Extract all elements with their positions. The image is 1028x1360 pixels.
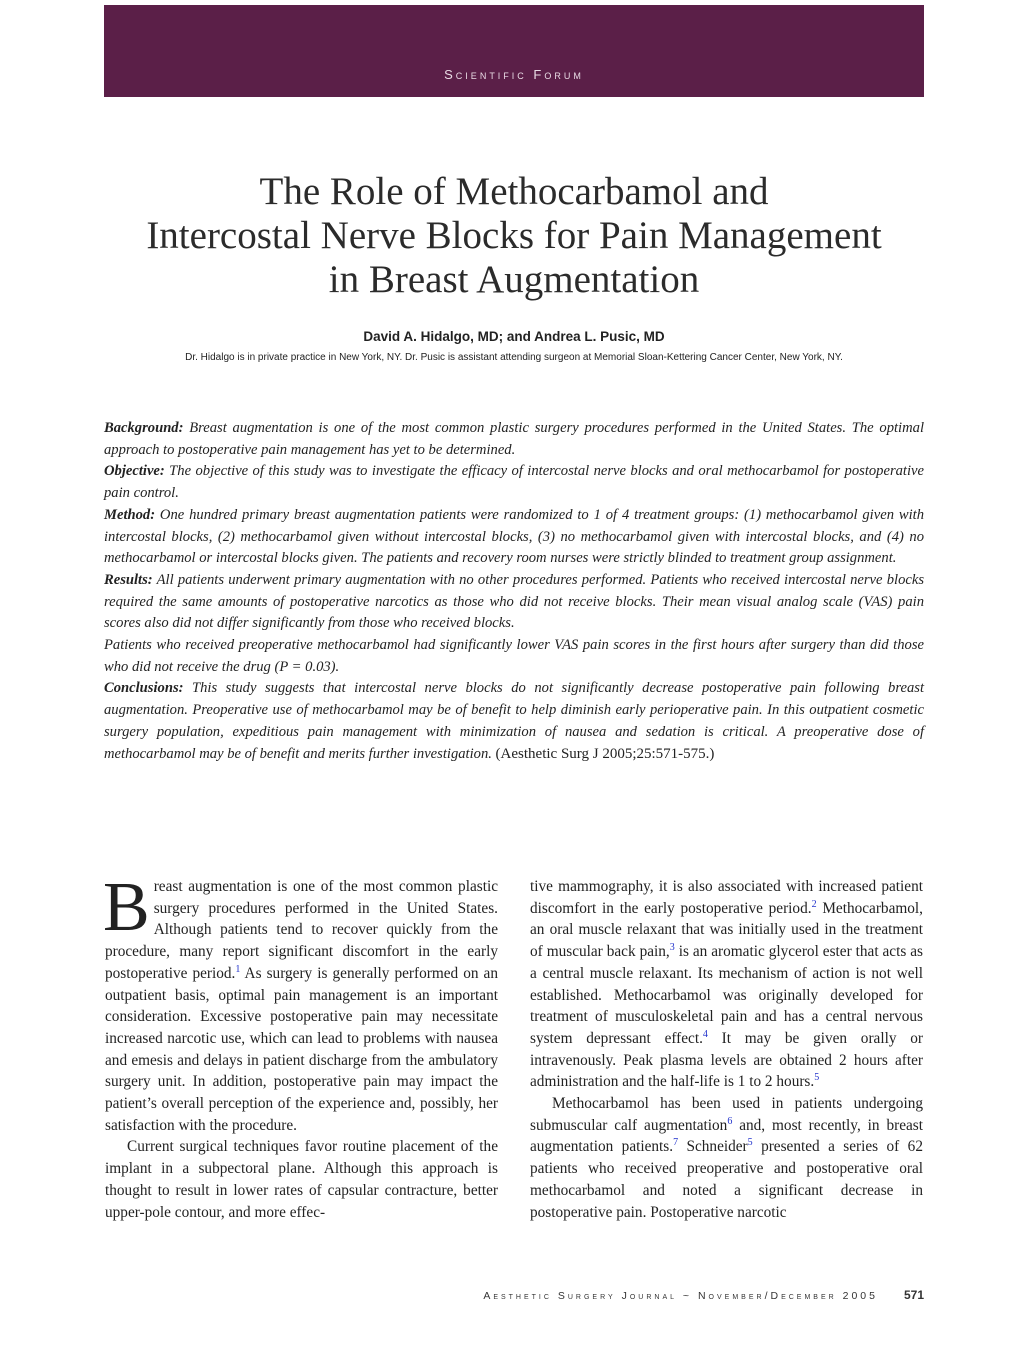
- abstract-background: [104, 418, 924, 461]
- body-paragraph: [103, 869, 498, 1136]
- body-paragraph: Current surgical techniques favor routine placement of the implant in a subpectoral plane. Although this approach is thought to result in lower rates of capsular contracture, better upper-pole contour, and more effec-: [105, 1138, 498, 1221]
- section-label: Scientific Forum: [444, 67, 584, 82]
- reference-link[interactable]: 5: [747, 1137, 753, 1149]
- title-line: in Breast Augmentation: [328, 258, 700, 301]
- reference-link[interactable]: 1: [235, 963, 241, 975]
- reference-link[interactable]: 2: [811, 898, 817, 910]
- abstract-heading: Conclusions:: [104, 680, 184, 697]
- body-text: reast augmentation is one of the most common plastic surgery procedures performed in the United States. Although patients tend to recover quickly from the procedure, many report significant discomfort in the early postoperative period.: [105, 878, 498, 982]
- body-column-left: [103, 869, 498, 1223]
- abstract-heading: Background:: [104, 420, 184, 436]
- drop-cap: B: [103, 869, 150, 946]
- abstract-objective: [104, 461, 924, 504]
- abstract-conclusions: [104, 678, 924, 765]
- abstract-results: [104, 570, 924, 635]
- abstract-text: This study suggests that intercostal nerve blocks do not significantly decrease postoperative pain following breast augmentation. Preoperative use of methocarbamol may be of benefit to help diminish early perioperative pain. In this outpatient cosmetic surgery population, expeditious pain management with minimization of nausea and sedation is critical. A preoperative dose of methocarbamol may be of benefit and merits further investigation.: [104, 680, 924, 762]
- reference-link[interactable]: 6: [727, 1115, 733, 1127]
- reference-link[interactable]: 7: [673, 1137, 679, 1149]
- reference-link[interactable]: 3: [669, 942, 675, 954]
- abstract-text: The objective of this study was to investigate the efficacy of intercostal nerve blocks and oral methocarbamol for postoperative pain control.: [104, 463, 924, 502]
- abstract-results-continued: Patients who received preoperative methocarbamol had significantly lower VAS pain scores in the first hours after surgery than did those who did not receive the drug (P = 0.03).: [104, 637, 924, 675]
- footer-journal: Aesthetic Surgery Journal ~ November/December 2005: [483, 1290, 878, 1302]
- body-text: As surgery is generally performed on an outpatient basis, optimal pain management is an important consideration. Excessive postoperative pain may necessitate increased narcotic use, which can lead to problems with nausea and emesis and delays in patient discharge from the ambulatory surgery unit. In addition, postoperative pain may impact the patient’s overall perception of the experience and, possibly, her satisfaction with the procedure.: [105, 964, 498, 1134]
- abstract-heading: Objective:: [104, 463, 165, 480]
- body-text: presented a series of 62 patients who received preoperative and postoperative oral methocarbamol and noted a significant decrease in postoperative pain. Postoperative narcotic: [530, 1138, 923, 1221]
- section-banner: [104, 5, 924, 97]
- body-text: Schneider: [678, 1138, 748, 1156]
- body-text: It may be given orally or intravenously. Peak plasma levels are obtained 2 hours after administration and the half-life is 1 to 2 hours.: [530, 1029, 923, 1091]
- abstract-text: All patients underwent primary augmentation with no other procedures performed. Patients who received intercostal nerve blocks required the same amounts of postoperative narcotics as those who did not receive blocks. Their mean visual analog scale (VAS) pain scores also did not differ significantly from those who received blocks.: [104, 571, 924, 632]
- body-column-right: [530, 876, 923, 1223]
- abstract-heading: Method:: [104, 506, 156, 523]
- title-line: The Role of Methocarbamol and: [259, 170, 769, 213]
- body-text: Methocarbamol has been used in patients undergoing submuscular calf augmentation: [530, 1095, 923, 1134]
- body-text: and, most recently, in breast augmentation patients.: [530, 1116, 923, 1156]
- body-text: is an aromatic glycerol ester that acts as a central muscle relaxant. Its mechanism of action is not well established. Methocarbamol was originally developed for treatment of musculoskeletal pain and has a central nervous system depressant effect.: [530, 943, 924, 1047]
- body-paragraph: [530, 876, 923, 1093]
- body-paragraph: [530, 1093, 923, 1223]
- abstract-text: One hundred primary breast augmentation patients were randomized to 1 of 4 treatment groups: (1) methocarbamol given with intercostal blocks, (2) methocarbamol given without intercostal blocks, (3) no methocarbamol given with intercostal blocks, and (4) no methocarbamol or intercostal blocks given. The patients and recovery room nurses were strictly blinded to treatment group assignment.: [104, 506, 924, 567]
- reference-link[interactable]: 4: [702, 1028, 708, 1040]
- abstract: [104, 418, 924, 765]
- article-title: [104, 170, 924, 302]
- page-footer: [104, 1288, 924, 1302]
- body-text: Methocarbamol, an oral muscle relaxant that was initially used in the treatment of muscular back pain,: [530, 899, 923, 961]
- page-number: 571: [903, 1288, 924, 1302]
- journal-citation: (Aesthetic Surg J 2005;25:571-575.): [495, 745, 715, 762]
- author-list: David A. Hidalgo, MD; and Andrea L. Pusic, MD: [363, 329, 665, 344]
- body-text: tive mammography, it is also associated with increased patient discomfort in the early postoperative period.: [530, 878, 923, 917]
- title-line: Intercostal Nerve Blocks for Pain Management: [146, 214, 882, 257]
- abstract-heading: Results:: [104, 571, 153, 588]
- reference-link[interactable]: 5: [814, 1072, 820, 1084]
- abstract-method: [104, 505, 924, 570]
- author-affiliation: Dr. Hidalgo is in private practice in New York, NY. Dr. Pusic is assistant attending surgeon at Memorial Sloan-Kettering Cancer Center, New York, NY.: [185, 352, 843, 363]
- abstract-text: Breast augmentation is one of the most common plastic surgery procedures performed in the United States. The optimal approach to postoperative pain management has yet to be determined.: [104, 420, 924, 458]
